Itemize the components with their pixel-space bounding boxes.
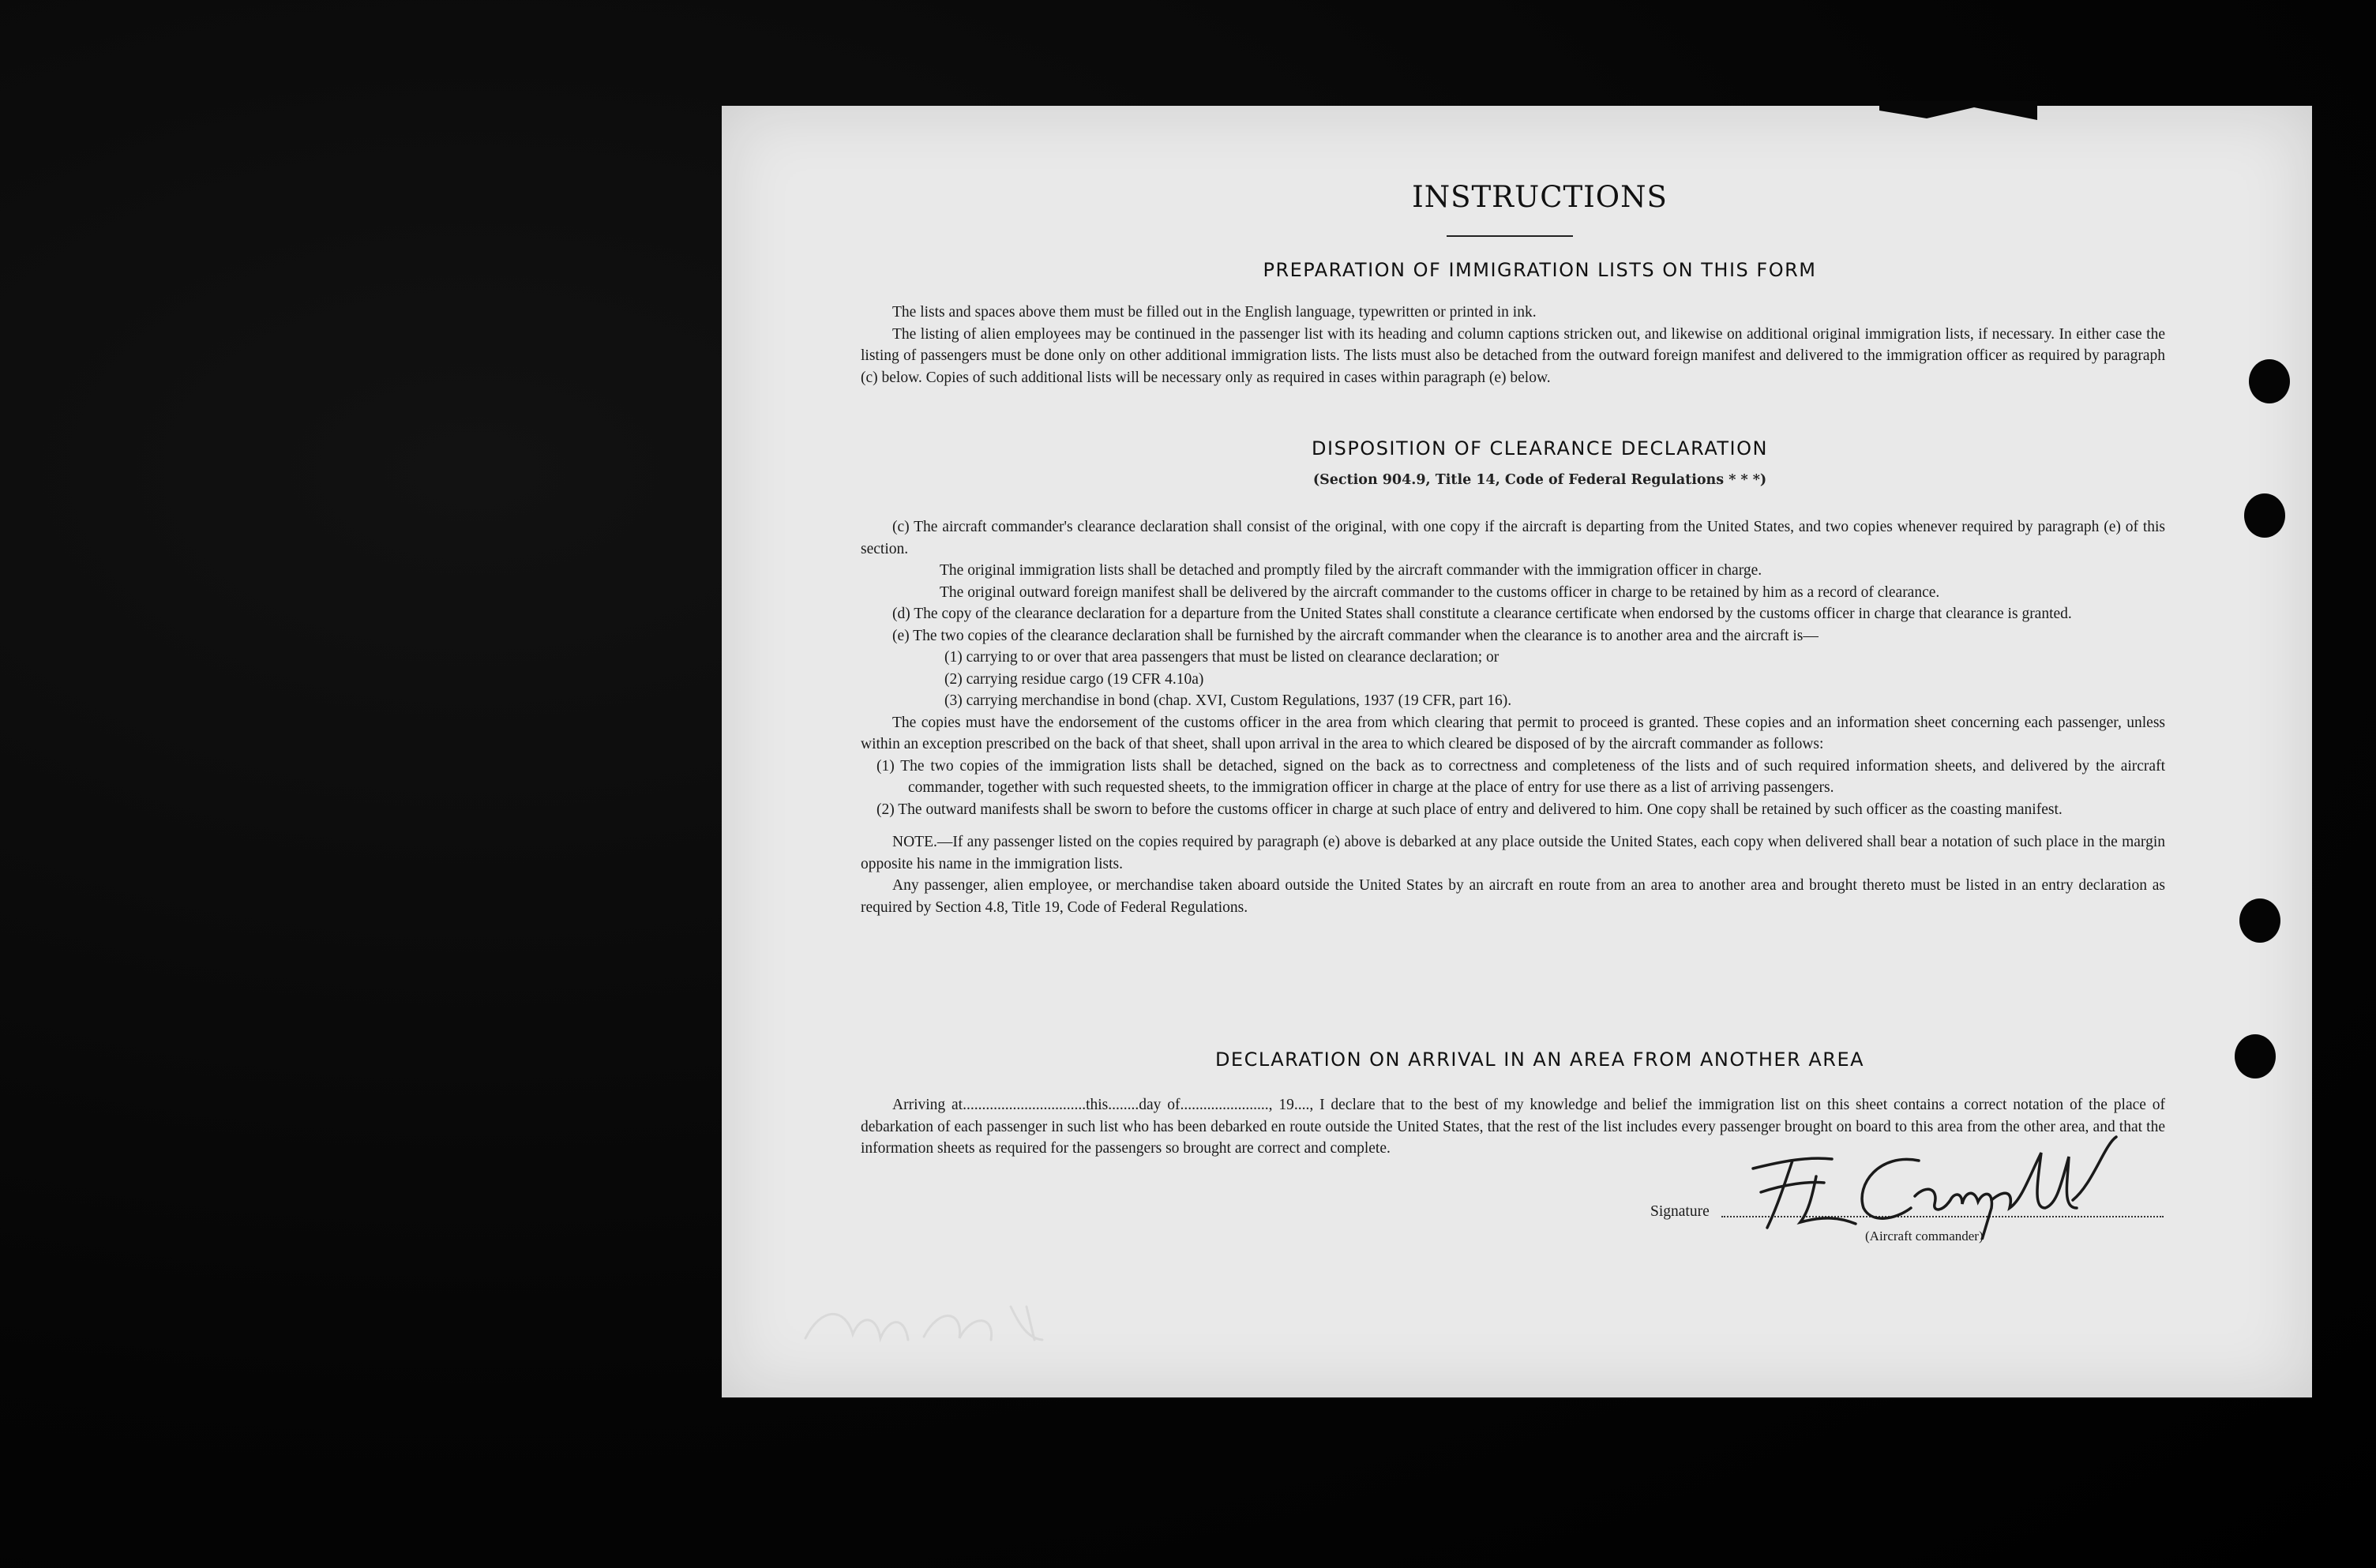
page-title: INSTRUCTIONS xyxy=(1412,180,1668,214)
section-heading-preparation: PREPARATION OF IMMIGRATION LISTS ON THIS FORM xyxy=(1263,259,1817,281)
punch-hole xyxy=(2235,1034,2276,1078)
signature-label: Signature xyxy=(1650,1203,1710,1220)
punch-hole xyxy=(2249,359,2290,403)
disposition-text xyxy=(861,516,2165,918)
list-item: (2) The outward manifests shall be sworn to before the customs officer in charge at such place of entry and delivered to him. One copy shall be retained by such officer as the coasting manifest. xyxy=(876,801,2063,818)
handwritten-signature xyxy=(1737,1129,2164,1240)
paragraph-c2: The original immigration lists shall be detached and promptly filed by the aircraft commander with the immigration officer in charge. xyxy=(940,562,1762,579)
paragraph-d: (d) The copy of the clearance declaration for a departure from the United States shall constitute a clearance certificate when endorsed by the customs officer in charge that clearance is granted. xyxy=(892,606,2072,622)
paragraph: The lists and spaces above them must be filled out in the English language, typewritten or printed in ink. xyxy=(892,304,1537,321)
paragraph-c3: The original outward foreign manifest shall be delivered by the aircraft commander to the customs officer in charge to be retained by him as a record of clearance. xyxy=(940,583,1940,601)
list-item: (1) The two copies of the immigration lists shall be detached, signed on the back as to correctness and completeness of the lists and of such required information sheets, and delivered by the aircraft commander, together with such requested sheets, to the immigration officer in charge at the place of entry for use there as a list of arriving passengers. xyxy=(876,757,2165,796)
punch-hole xyxy=(2244,493,2285,538)
section-subheading: (Section 904.9, Title 14, Code of Federal Regulations * * *) xyxy=(1312,472,1767,488)
ghost-signature-bleedthrough xyxy=(790,1291,1074,1362)
punch-hole xyxy=(2239,898,2280,943)
section-heading-disposition: DISPOSITION OF CLEARANCE DECLARATION xyxy=(1312,437,1768,460)
paragraph-any-passenger: Any passenger, alien employee, or merchandise taken aboard outside the United States by an aircraft en route from an area to another area and brought thereto must be listed in an entry declaration as required by Section 4.8, Title 19, Code of Federal Regulations. xyxy=(861,877,2165,916)
paragraph: Arriving at................................this........day of......................., 19...., I declare that to the best of my knowledge and belief the immigration list on this sheet contains a correct notation of the place of debarkation of each passenger in such list who has been debarked en route outside the United States, that the rest of the list includes every passenger brought on board to this area from the other area, and that the information sheets as required for the passengers so brought are correct and complete. xyxy=(861,1097,2165,1157)
paragraph-c: (c) The aircraft commander's clearance declaration shall consist of the original, with one copy if the aircraft is departing from the United States, and two copies whenever required by paragraph (e) of this section. xyxy=(861,519,2165,557)
section-heading-declaration: DECLARATION ON ARRIVAL IN AN AREA FROM ANOTHER AREA xyxy=(1214,1048,1865,1071)
title-underline xyxy=(1447,235,1573,237)
list-item: (2) carrying residue cargo (19 CFR 4.10a) xyxy=(944,670,1204,688)
list-item: (1) carrying to or over that area passengers that must be listed on clearance declaration; or xyxy=(944,649,1500,666)
list-item: (3) carrying merchandise in bond (chap. XVI, Custom Regulations, 1937 (19 CFR, part 16). xyxy=(944,692,1512,709)
note-paragraph: NOTE.—If any passenger listed on the copies required by paragraph (e) above is debarked at any place outside the United States, each copy when delivered shall bear a notation of such place in the margin opposite his name in the immigration lists. xyxy=(861,834,2165,872)
paragraph-copies: The copies must have the endorsement of the customs officer in the area from which clearing that permit to proceed is granted. These copies and an information sheet concerning each passenger, unless within an exception prescribed on the back of that sheet, shall upon arrival in the area to which cleared be disposed of by the aircraft commander as follows: xyxy=(861,714,2165,752)
paragraph: The listing of alien employees may be continued in the passenger list with its heading and column captions stricken out, and likewise on additional original immigration lists, if necessary. In either case the listing of passengers must be done only on other additional immigration lists. The lists must also be detached from the outward foreign manifest and delivered to the immigration officer as required by paragraph (c) below. Copies of such additional lists will be necessary only as required in cases within paragraph (e) below. xyxy=(861,325,2165,386)
signature-caption: (Aircraft commander) xyxy=(1865,1229,1984,1244)
preparation-text xyxy=(861,302,2165,388)
paragraph-e: (e) The two copies of the clearance declaration shall be furnished by the aircraft commander when the clearance is to another area and the aircraft is— xyxy=(892,627,1819,644)
